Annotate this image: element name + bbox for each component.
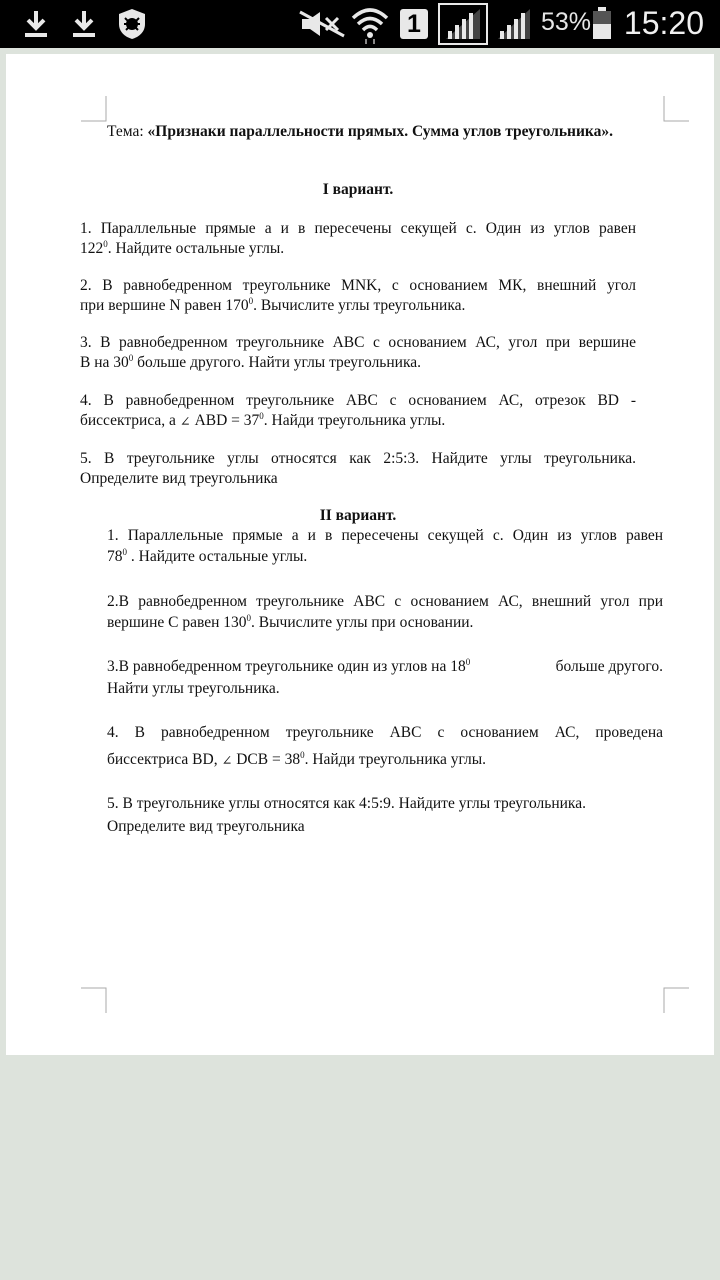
mute-icon (298, 10, 346, 38)
v2-q1-line1: 1. Параллельные прямые а и в пересечены секущей с. Один из углов равен (107, 527, 663, 544)
signal-bars-icon (438, 3, 488, 45)
sim-1-icon: 1 (400, 9, 428, 39)
wifi-icon (350, 4, 390, 44)
v1-q4-line1: 4. В равнобедренном треугольнике АВС с основанием АС, отрезок ВD - (80, 392, 636, 409)
battery-icon (592, 6, 612, 40)
v1-q3-line2: В на $30^0$ больше другого. Найти углы треугольника. (80, 353, 422, 371)
v2-q3-line1: 3.В равнобедренном треугольнике один из углов на $18^0$ больше другого. (107, 657, 663, 675)
topic-title: «Признаки параллельности прямых. Сумма углов треугольника». (147, 123, 613, 140)
v2-q5-line2: Определите вид треугольника (107, 818, 305, 835)
document-text (6, 54, 714, 1055)
clock: 15:20 (623, 5, 704, 41)
v1-q5-line1: 5. В треугольнике углы относятся как 2:5:3. Найдите углы треугольника. (80, 450, 636, 467)
download-icon[interactable] (22, 9, 50, 39)
status-bar (0, 0, 720, 48)
v2-q4-line2: биссектриса ВD, ∠ DCB = $38^0$. Найди треугольника углы. (107, 750, 486, 770)
v1-q2-line2: при вершине N равен $170^0$. Вычислите углы треугольника. (80, 296, 466, 314)
signal-bars-icon (496, 7, 532, 41)
v1-q1-line2: $122^0$. Найдите остальные углы. (80, 239, 285, 257)
v2-q2-line1: 2. В равнобедренном треугольнике MNK, с основанием МК, внешний угол (80, 277, 636, 294)
antivirus-shield-icon[interactable] (116, 7, 148, 41)
v2-q2-line1: 2.В равнобедренном треугольнике АВС с основанием АС, внешний угол при (107, 593, 663, 610)
v1-q4-line2: биссектриса, а ∠ ABD = $37^0$. Найди треугольника углы. (80, 411, 445, 431)
v2-q3-line2: Найти углы треугольника. (107, 680, 280, 697)
v2-q5-line1: 5. В треугольнике углы относятся как 4:5:9. Найдите углы треугольника. (107, 795, 586, 812)
variant-2-heading: II вариант. (319, 507, 397, 524)
battery-percent: 53% (541, 8, 592, 36)
v1-q5-line2: Определите вид треугольника (80, 470, 278, 487)
angle-symbol: ∠ (221, 753, 233, 768)
v2-q2-line2: вершине С равен $130^0$. Вычислите углы при основании. (107, 613, 474, 631)
variant-1-heading: I вариант. (322, 181, 394, 198)
topic-line: Тема: «Признаки параллельности прямых. Сумма углов треугольника». (107, 123, 613, 140)
download-icon[interactable] (70, 9, 98, 39)
angle-symbol: ∠ (179, 414, 191, 429)
v2-q4-line1: 4. В равнобедренном треугольнике АВС с основанием АС, проведена (107, 724, 663, 741)
v1-q1-line1: 1. Параллельные прямые а и в пересечены секущей с. Один из углов равен (80, 220, 636, 237)
v1-q3-line1: 3. В равнобедренном треугольнике АВС с основанием АС, угол при вершине (80, 334, 636, 351)
document-page[interactable] (6, 54, 714, 1055)
v2-q1-line2: $78^0$ . Найдите остальные углы. (107, 547, 308, 565)
